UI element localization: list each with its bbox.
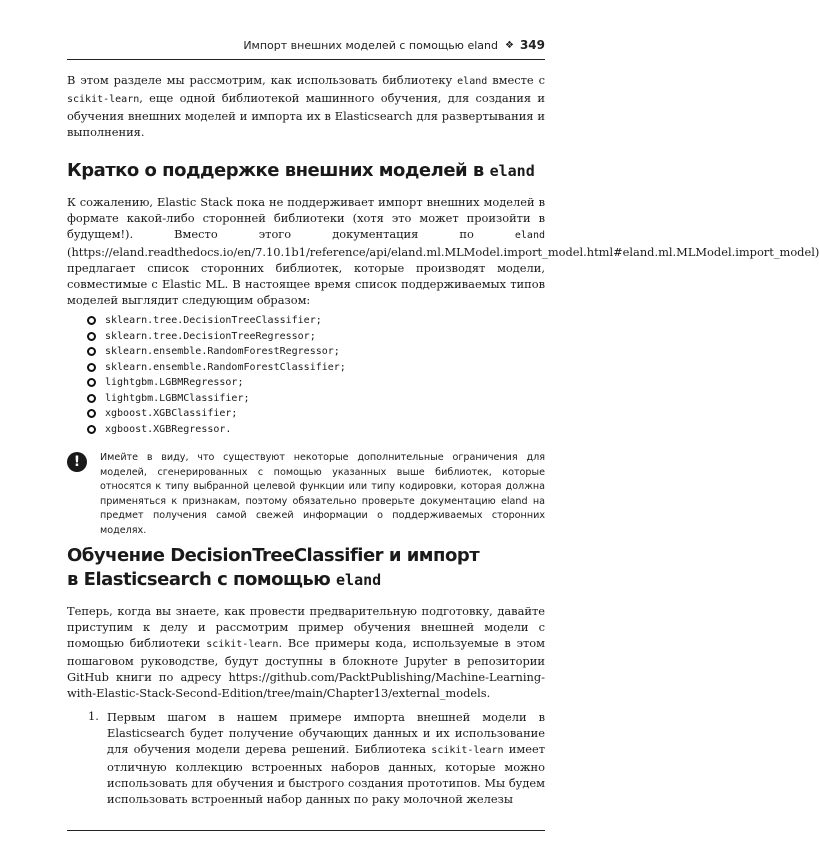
step-1-text-1: Первым шагом в нашем примере импорта внешней модели в Elasticsearch будет получение обучающих данных и их использование для обучения модели дерева решений. Библиотека	[107, 710, 545, 756]
list-item	[67, 391, 545, 407]
bullet-icon	[87, 425, 96, 434]
bullet-icon	[87, 394, 96, 403]
bullet-icon	[87, 378, 96, 387]
step-1-code-sklearn: scikit-learn	[431, 745, 504, 756]
list-item	[67, 360, 545, 376]
list-item	[67, 313, 545, 329]
section-1-title: Кратко о поддержке внешних моделей в	[67, 160, 484, 181]
list-item	[67, 329, 545, 345]
intro-code-sklearn: scikit-learn	[67, 94, 140, 105]
section-2-title-code: eland	[336, 571, 382, 589]
running-header	[67, 38, 545, 52]
model-name: sklearn.tree.DecisionTreeRegressor;	[105, 330, 316, 342]
step-number: 1.	[88, 709, 99, 723]
bullet-icon	[87, 347, 96, 356]
section-2-text-2: . Все примеры кода, используемые в этом пошаговом руководстве, будут доступны в блокноте Jupyter в репозитории GitHub книги по адресу https://github.com/PacktPublishing/Machine-Learning-with-Elastic-Stack-Second-Edition/tree/main/Chapter13/external_models.	[67, 636, 546, 700]
model-name: sklearn.ensemble.RandomForestClassifier;	[105, 361, 346, 373]
model-name: sklearn.tree.DecisionTreeClassifier;	[105, 315, 322, 327]
section-1-heading	[67, 159, 545, 183]
section-2-code-sklearn: scikit-learn	[206, 639, 279, 650]
section-2-title-line-2: в Elasticsearch с помощью	[67, 569, 331, 590]
list-item	[67, 375, 545, 391]
section-1-paragraph	[67, 194, 819, 308]
page-number: 349	[519, 38, 545, 52]
intro-code-eland: eland	[457, 76, 488, 87]
header-rule	[67, 59, 545, 60]
model-name: xgboost.XGBClassifier;	[105, 408, 238, 420]
footer-rule	[67, 830, 545, 831]
list-item	[67, 422, 545, 438]
section-2-text-1: Теперь, когда вы знаете, как провести предварительную подготовку, давайте приступим к делу и рассмотрим пример обучения внешней модели с помощью библиотеки	[67, 604, 545, 650]
section-1-text-2: (https://eland.readthedocs.io/en/7.10.1b1/reference/api/eland.ml.MLModel.import_model.html#eland.ml.MLModel.import_model) предлагает список сторонних библиотек, которые производят модели, совместимые с Elastic ML. В настоящее время список поддерживаемых типов моделей выглядит следующим образом:	[67, 245, 819, 307]
diamond-icon: ❖	[504, 39, 514, 51]
bullet-icon	[87, 332, 96, 341]
model-name: lightgbm.LGBMClassifier;	[105, 392, 250, 404]
running-title: Импорт внешних моделей с помощью eland	[243, 38, 498, 52]
list-item	[67, 406, 545, 422]
note-text: Имейте в виду, что существуют некоторые дополнительные ограничения для моделей, сгенерированных с помощью указанных выше библиотек, которые относятся к типу выбранной целевой функции или типу кодировки, которая должна применяться к признакам, поэтому обязательно проверьте документацию eland на предмет получения самой свежей информации о поддерживаемых сторонних моделях.	[100, 452, 545, 536]
model-name: sklearn.ensemble.RandomForestRegressor;	[105, 346, 340, 358]
step-1-paragraph	[107, 709, 545, 807]
section-1-text-1: К сожалению, Elastic Stack пока не поддерживает импорт внешних моделей в формате какой-либо сторонней библиотеки (хотя это может произойти в будущем!). Вместо этого документация по	[67, 195, 545, 241]
intro-text-2: вместе с	[492, 73, 546, 87]
section-2-paragraph	[67, 603, 545, 701]
section-1-code-eland: eland	[514, 230, 545, 241]
warning-icon: !	[67, 452, 87, 472]
section-1-title-code: eland	[489, 162, 535, 180]
intro-text-3: , еще одной библиотекой машинного обучения, для создания и обучения внешних моделей и импорта их в Elasticsearch для развертывания и выполнения.	[67, 91, 545, 139]
bullet-icon	[87, 409, 96, 418]
note-block	[67, 451, 545, 538]
intro-text-1: В этом разделе мы рассмотрим, как использовать библиотеку	[67, 73, 453, 87]
model-name: xgboost.XGBRegressor.	[105, 423, 232, 435]
model-name: lightgbm.LGBMRegressor;	[105, 377, 244, 389]
intro-paragraph	[67, 72, 545, 140]
step-1-text-2: имеет отличную коллекцию встроенных наборов данных, которые можно использовать для обучения и быстрого создания прототипов. Мы будем использовать встроенный набор данных по раку молочной железы	[107, 742, 546, 806]
section-2-title-line-1: Обучение DecisionTreeClassifier и импорт	[67, 545, 480, 566]
model-list	[67, 313, 545, 437]
bullet-icon	[87, 363, 96, 372]
bullet-icon	[87, 316, 96, 325]
section-2-heading	[67, 544, 545, 592]
list-item	[67, 344, 545, 360]
